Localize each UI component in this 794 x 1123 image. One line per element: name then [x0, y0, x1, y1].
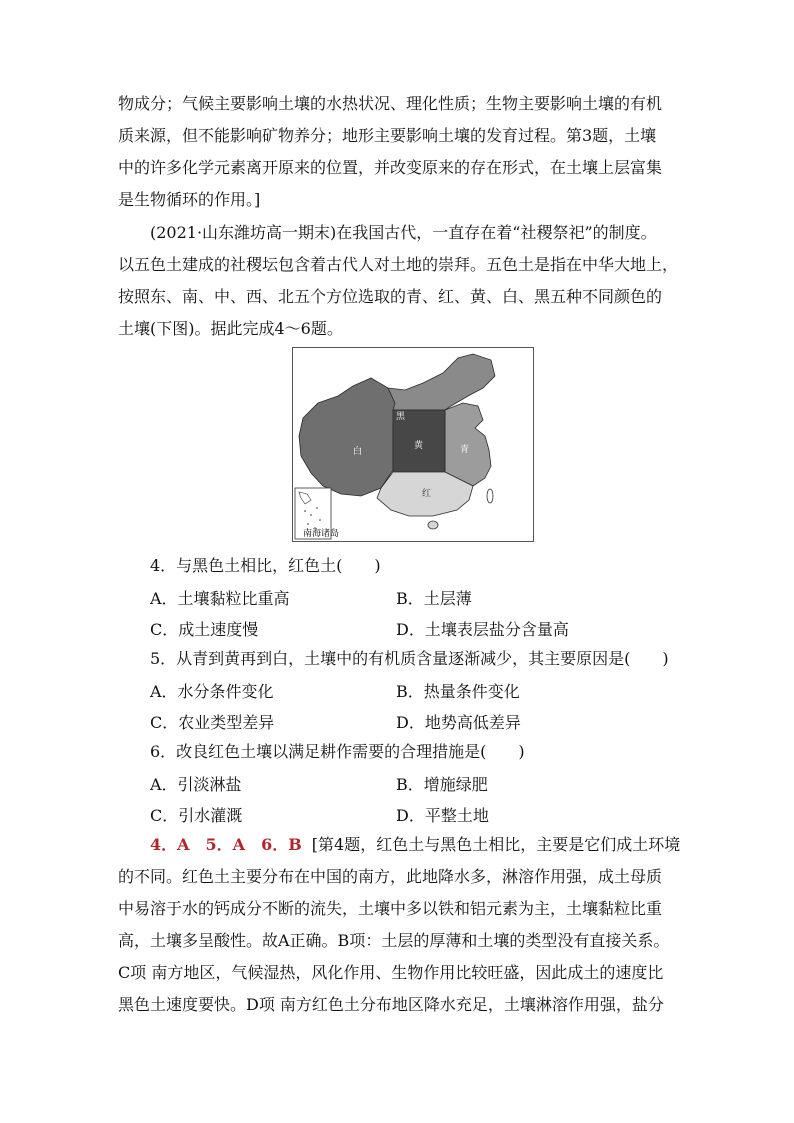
- answer-first-line-text: [第4题，红色土与黑色土相比，主要是它们成土环境: [311, 835, 681, 854]
- passage-line: 以五色土建成的社稷坛包含着古代人对土地的崇拜。五色土是指在中华大地上，: [118, 255, 679, 274]
- answer-line: C项 南方地区，气候湿热，风化作用、生物作用比较旺盛，因此成土的速度比: [118, 963, 664, 982]
- question-4-option-c: C．成土速度慢: [150, 620, 259, 639]
- passage-paragraph: [118, 217, 678, 345]
- cyan-label: 青: [460, 445, 470, 455]
- black-label: 黑: [396, 412, 406, 422]
- question-6-option-a: A．引淡淋盐: [150, 775, 242, 794]
- answer-first-line: [118, 829, 681, 861]
- intro-paragraph: [118, 88, 678, 216]
- question-6-option-c: C．引水灌溉: [150, 806, 243, 825]
- passage-line: 按照东、南、中、西、北五个方位选取的青、红、黄、白、黑五种不同颜色的: [118, 287, 663, 306]
- intro-line: 中的许多化学元素离开原来的位置，并改变原来的存在形式，在土壤上层富集: [118, 158, 663, 177]
- question-5-stem: 5．从青到黄再到白，土壤中的有机质含量逐渐减少，其主要原因是( ): [150, 649, 669, 668]
- inset-label: 南海诸岛: [303, 529, 340, 539]
- answer-line: 的不同。红色土主要分布在中国的南方，此地降水多，淋溶作用强，成土母质: [118, 867, 663, 886]
- question-4-option-a: A．土壤黏粒比重高: [150, 589, 290, 608]
- question-5-option-d: D．地势高低差异: [396, 713, 521, 732]
- question-4-stem: 4．与黑色土相比，红色土( ): [150, 556, 381, 575]
- answer-explanation: [118, 829, 681, 1021]
- question-4-option-d: D．土壤表层盐分含量高: [396, 620, 569, 639]
- yellow-label: 黄: [414, 441, 424, 451]
- question-5-option-a: A．水分条件变化: [150, 682, 274, 701]
- question-6-stem: 6．改良红色土壤以满足耕作需要的合理措施是( ): [150, 742, 525, 761]
- white-soil-region: [299, 378, 395, 496]
- intro-line: 是生物循环的作用。]: [118, 190, 261, 209]
- intro-line: 质来源，但不能影响矿物养分；地形主要影响土壤的发育过程。第3题，土壤: [118, 126, 657, 145]
- question-4-option-b: B．土层薄: [396, 589, 472, 608]
- question-6-option-d: D．平整土地: [396, 806, 489, 825]
- answer-key: 4．A 5．A 6．B: [150, 835, 302, 854]
- question-6-option-b: B．增施绿肥: [396, 775, 488, 794]
- red-label: 红: [422, 489, 432, 499]
- taiwan-island-shape: [487, 489, 493, 503]
- question-5-option-c: C．农业类型差异: [150, 713, 275, 732]
- passage-line: 土壤(下图)。据此完成4～6题。: [118, 319, 343, 338]
- question-5-option-b: B．热量条件变化: [396, 682, 520, 701]
- intro-line: 物成分；气候主要影响土壤的水热状况、理化性质；生物主要影响土壤的有机: [118, 94, 663, 113]
- black-soil-region: [388, 354, 495, 410]
- answer-line: 黑色土速度要快。D项 南方红色土分布地区降水充足，土壤淋溶作用强，盐分: [118, 995, 664, 1014]
- china-soil-map-svg: [293, 348, 533, 541]
- answer-line: 中易溶于水的钙成分不断的流失，土壤中多以铁和铝元素为主，土壤黏粒比重: [118, 899, 663, 918]
- hainan-island-shape: [428, 521, 438, 529]
- answer-line: 高，土壤多呈酸性。故A正确。B项：土层的厚薄和土壤的类型没有直接关系。: [118, 931, 670, 950]
- passage-line: (2021·山东潍坊高一期末)在我国古代，一直存在着“社稷祭祀”的制度。: [150, 223, 657, 242]
- five-color-soil-map: [292, 347, 534, 542]
- white-label: 白: [353, 447, 363, 457]
